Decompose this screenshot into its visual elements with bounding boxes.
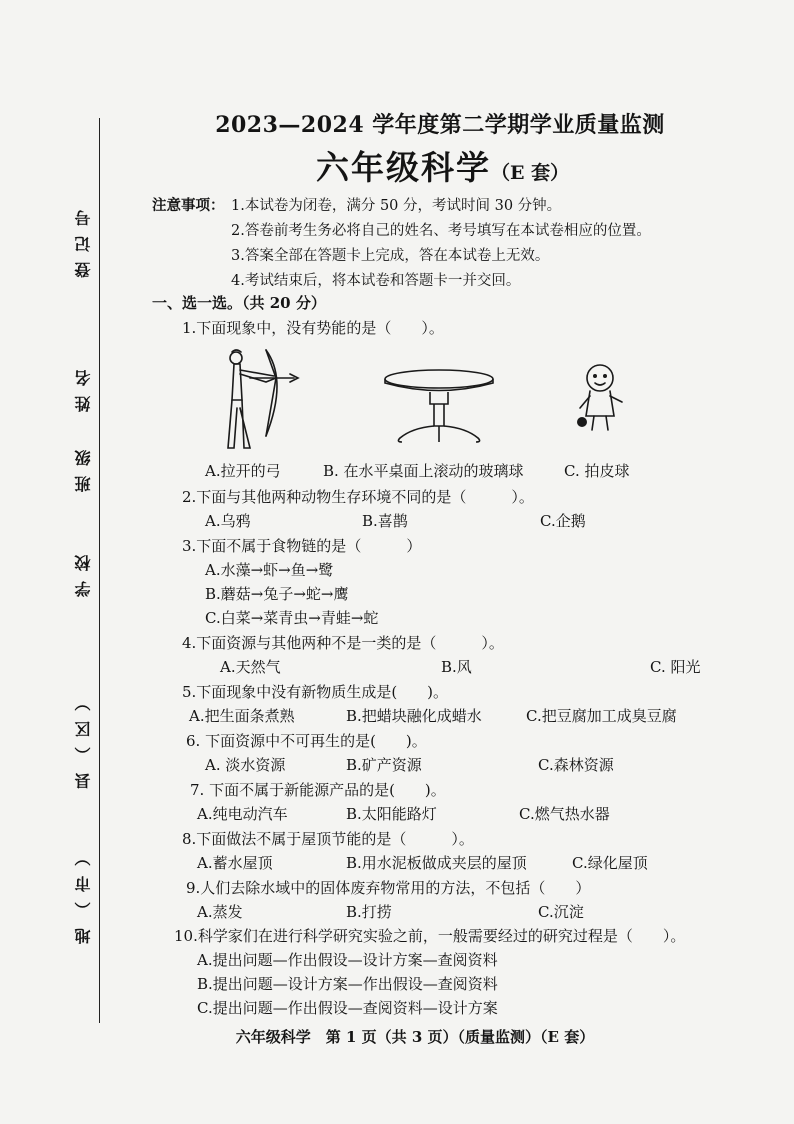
question-1-stem: 1.下面现象中，没有势能的是（ ）。: [182, 319, 444, 337]
subject-name: 六年级科学: [316, 148, 491, 187]
child-bouncing-ball-illustration: [570, 360, 640, 434]
question-10-option-a: A.提出问题—作出假设—设计方案—查阅资料: [197, 951, 498, 969]
question-1-option-b: B. 在水平桌面上滚动的玻璃球: [323, 462, 524, 480]
question-7-option-c: C.燃气热水器: [519, 805, 610, 823]
question-9-option-b: B.打捞: [346, 903, 392, 921]
question-5-option-c: C.把豆腐加工成臭豆腐: [526, 707, 677, 725]
archer-illustration: [208, 344, 304, 454]
table-illustration: [382, 366, 496, 446]
side-label-city: 地（市）: [74, 840, 93, 944]
question-4-stem: 4.下面资源与其他两种不是一类的是（ ）。: [182, 634, 504, 652]
notice-label: 注意事项：: [152, 197, 225, 214]
side-label-county: 县（区）: [74, 685, 93, 789]
question-10-option-b: B.提出问题—设计方案—作出假设—查阅资料: [197, 975, 498, 993]
question-2-option-b: B.喜鹊: [362, 512, 408, 530]
question-3-stem: 3.下面不属于食物链的是（ ）: [182, 537, 422, 555]
question-7-option-b: B.太阳能路灯: [346, 805, 437, 823]
question-7-stem: 7. 下面不属于新能源产品的是( )。: [190, 781, 446, 799]
question-9-option-a: A.蒸发: [197, 903, 243, 921]
question-10-stem: 10.科学家们在进行科学研究实验之前，一般需要经过的研究过程是（ ）。: [174, 927, 686, 945]
notice-item: 1.本试卷为闭卷，满分 50 分，考试时间 30 分钟。: [231, 198, 562, 214]
side-label-class: 班级: [74, 440, 93, 492]
question-5-option-b: B.把蜡块融化成蜡水: [346, 707, 482, 725]
question-4-option-b: B.风: [441, 658, 472, 676]
side-label-school: 学校: [74, 545, 93, 597]
question-1-option-c: C. 拍皮球: [564, 462, 630, 480]
question-2-stem: 2.下面与其他两种动物生存环境不同的是（ ）。: [182, 488, 534, 506]
question-7-option-a: A.纯电动汽车: [197, 805, 288, 823]
notice-item: 2.答卷前考生务必将自己的姓名、考号填写在本试卷相应的位置。: [231, 223, 651, 239]
question-10-option-c: C.提出问题—作出假设—查阅资料—设计方案: [197, 999, 498, 1017]
question-8-option-c: C.绿化屋顶: [572, 854, 648, 872]
page-footer: 六年级科学 第 1 页（共 3 页）（质量监测）（E 套）: [235, 1028, 595, 1046]
question-3-option-c: C.白菜→菜青虫→青蛙→蛇: [205, 609, 379, 627]
question-6-option-b: B.矿产资源: [346, 756, 422, 774]
question-1-option-a: A.拉开的弓: [205, 462, 281, 480]
question-4-option-a: A.天然气: [220, 658, 281, 676]
exam-title: 2023—2024 学年度第二学期学业质量监测: [215, 112, 665, 138]
question-4-option-c: C. 阳光: [650, 658, 701, 676]
side-label-name: 姓名: [74, 360, 93, 412]
side-label-registration-no: 登记号: [74, 200, 93, 278]
edition-label: （E 套）: [491, 162, 570, 184]
question-2-option-a: A.乌鸦: [205, 512, 251, 530]
question-3-option-b: B.蘑菇→兔子→蛇→鹰: [205, 585, 349, 603]
question-6-stem: 6. 下面资源中不可再生的是( )。: [186, 732, 427, 750]
notice-item: 4.考试结束后，将本试卷和答题卡一并交回。: [231, 273, 521, 289]
question-6-option-c: C.森林资源: [538, 756, 614, 774]
question-5-stem: 5.下面现象中没有新物质生成是( )。: [182, 683, 449, 701]
question-8-stem: 8.下面做法不属于屋顶节能的是（ ）。: [182, 830, 474, 848]
question-2-option-c: C.企鹅: [540, 512, 586, 530]
question-3-option-a: A.水藻→虾→鱼→鹭: [205, 561, 334, 579]
notice-item: 3.答案全部在答题卡上完成，答在本试卷上无效。: [231, 248, 550, 264]
question-9-stem: 9.人们去除水域中的固体废弃物常用的方法，不包括（ ）: [186, 879, 591, 897]
binding-line: [99, 118, 100, 1023]
question-8-option-b: B.用水泥板做成夹层的屋顶: [346, 854, 527, 872]
question-8-option-a: A.蓄水屋顶: [197, 854, 273, 872]
question-5-option-a: A.把生面条煮熟: [189, 707, 295, 725]
question-9-option-c: C.沉淀: [538, 903, 584, 921]
question-6-option-a: A. 淡水资源: [205, 756, 286, 774]
section-title: 一、选一选。（共 20 分）: [152, 294, 326, 312]
exam-subject-title: [316, 142, 569, 189]
